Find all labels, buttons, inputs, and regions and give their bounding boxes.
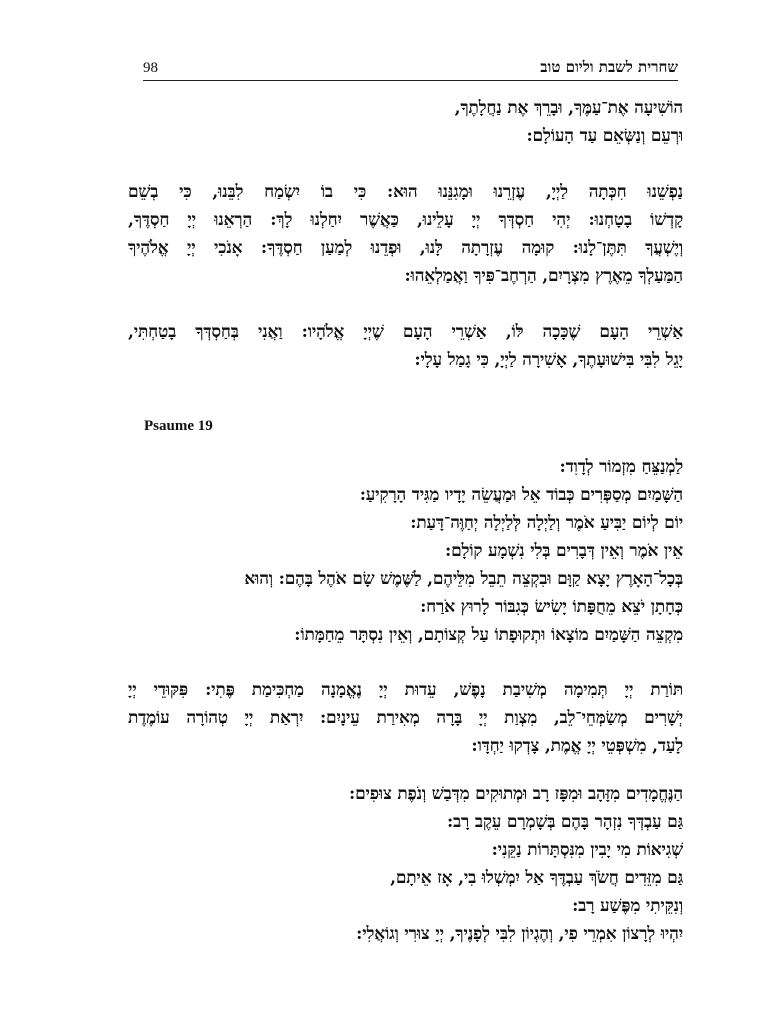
text-line: יְשָׁרִים מְשַׂמְּחֵי־לֵב, מִצְוַת יְיָ בָּרָה מְאִירַת עֵינָיִם: יִרְאַת יְיָ טְהוֹרָה עוֹמֶדֶת (128, 708, 683, 728)
text-line: גַּם מִזֵּדִים חֲשֹׂךְ עַבְדֶּךָ אַל יִמְשְׁלוּ בִי, אָז אֵיתָם, (390, 868, 683, 888)
psalm-block-3 (128, 780, 683, 948)
text-line: יָגֵל לִבִּי בִּישׁוּעָתֶךָ, אָשִׁירָה לַיְיָ, כִּי גָמַל עָלָי: (414, 350, 683, 370)
text-line: הַשָּׁמַיִם מְסַפְּרִים כְּבוֹד אֵל וּמַעֲשֵׂה יָדָיו מַגִּיד הָרָקִיעַ: (359, 485, 683, 505)
text-line: נַפְשֵׁנוּ חִכְּתָה לַיְיָ, עֶזְרֵנוּ וּמָגִנֵּנוּ הוּא: כִּי בוֹ יִשְׂמַח לִבֵּנוּ, כִּי בְשֵׁם (128, 182, 683, 202)
text-line: לָעַד, מִשְׁפְּטֵי יְיָ אֱמֶת, צָדְקוּ יַחְדָּו: (471, 736, 683, 756)
psalm-block-1 (128, 453, 683, 649)
text-line: הוֹשִׁיעָה אֶת־עַמֶּךָ, וּבָרֵךְ אֶת נַחֲלָתֶךָ, (454, 98, 683, 118)
text-line: מִקְצֵה הַשָּׁמַיִם מוֹצָאוֹ וּתְקוּפָתוֹ עַל קְצוֹתָם, וְאֵין נִסְתָּר מֵחַמָּתוֹ: (294, 625, 683, 645)
text-line: יוֹם לְיוֹם יַבִּיעַ אֹמֶר וְלַיְלָה לְּלַיְלָה יְחַוֶּה־דָּעַת: (410, 513, 683, 533)
text-line: כְּחָתָן יֹצֵא מֵחֻפָּתוֹ יָשִׂישׂ כְּגִבּוֹר לָרוּץ אֹרַח: (420, 597, 683, 617)
prayer-block-1 (128, 94, 683, 150)
text-line: שְׁגִיאוֹת מִי יָבִין מִנִּסְתָּרוֹת נַקֵּנִי: (491, 840, 683, 860)
text-line: אֵין אֹמֶר וְאֵין דְּבָרִים בְּלִי נִשְׁמָע קוֹלָם: (445, 541, 683, 561)
page-number: 98 (143, 60, 158, 76)
running-title: שחרית לשבת וליום טוב (540, 58, 678, 76)
text-line: בְּכָל־הָאָרֶץ יָצָא קַוָּם וּבִקְצֵה תֵבֵל מִלֵּיהֶם, לַשֶּׁמֶשׁ שָׂם אֹהֶל בָּהֶם: וְהוּא (244, 569, 683, 589)
text-line: לַמְנַצֵּחַ מִזְמוֹר לְדָוִד: (559, 457, 683, 477)
page-header (143, 58, 678, 81)
text-line: אַשְׁרֵי הָעָם שֶׁכָּכָה לּוֹ, אַשְׁרֵי הָעָם שֶׁיְיָ אֱלֹהָיו: וַאֲנִי בְּחַסְדְּךָ בָטַחְתִּי, (128, 322, 683, 342)
text-line: וְנִקֵּיתִי מִפֶּשַׁע רָב: (572, 896, 683, 916)
text-line: וְיֶשְׁעֲךָ תִּתֶּן־לָנוּ: קוּמָה עֶזְרָתָה לָּנוּ, וּפְדֵנוּ לְמַעַן חַסְדֶּךָ: אָנֹכִי יְיָ אֱלֹהֶיךָ (128, 238, 683, 258)
text-line: גַּם עַבְדְּךָ נִזְהָר בָּהֶם בְּשָׁמְרָם עֵקֶב רָב: (446, 812, 683, 832)
text-line: הַנֶּחֱמָדִים מִזָּהָב וּמִפָּז רָב וּמְתוּקִים מִדְּבַשׁ וְנֹפֶת צוּפִים: (349, 784, 683, 804)
text-line: תּוֹרַת יְיָ תְּמִימָה מְשִׁיבַת נָפֶשׁ, עֵדוּת יְיָ נֶאֱמָנָה מַחְכִּימַת פֶּתִי: פִּקּוּדֵי יְיָ (128, 680, 683, 700)
text-line: וּרְעֵם וְנַשְּׂאֵם עַד הָעוֹלָם: (526, 126, 683, 146)
prayer-block-3 (128, 318, 683, 374)
text-line: הַמַּעַלְךָ מֵאֶרֶץ מִצְרָיִם, הַרְחֶב־פִּיךָ וַאֲמַלְאֵהוּ: (404, 266, 683, 286)
text-line: יִהְיוּ לְרָצוֹן אִמְרֵי פִי, וְהֶגְיוֹן לִבִּי לְפָנֶיךָ, יְיָ צוּרִי וְגוֹאֲלִי: (356, 924, 683, 944)
psalm-heading: Psaume 19 (144, 418, 213, 434)
prayer-block-2 (128, 178, 683, 290)
psalm-block-2 (128, 676, 683, 760)
text-line: קָדְשׁוֹ בָטָחְנוּ: יְהִי חַסְדְּךָ יְיָ עָלֵינוּ, כַּאֲשֶׁר יִחַלְנוּ לָךְ: הַרְאֵנוּ יְיָ חַסְדֶּךָ, (128, 210, 683, 230)
